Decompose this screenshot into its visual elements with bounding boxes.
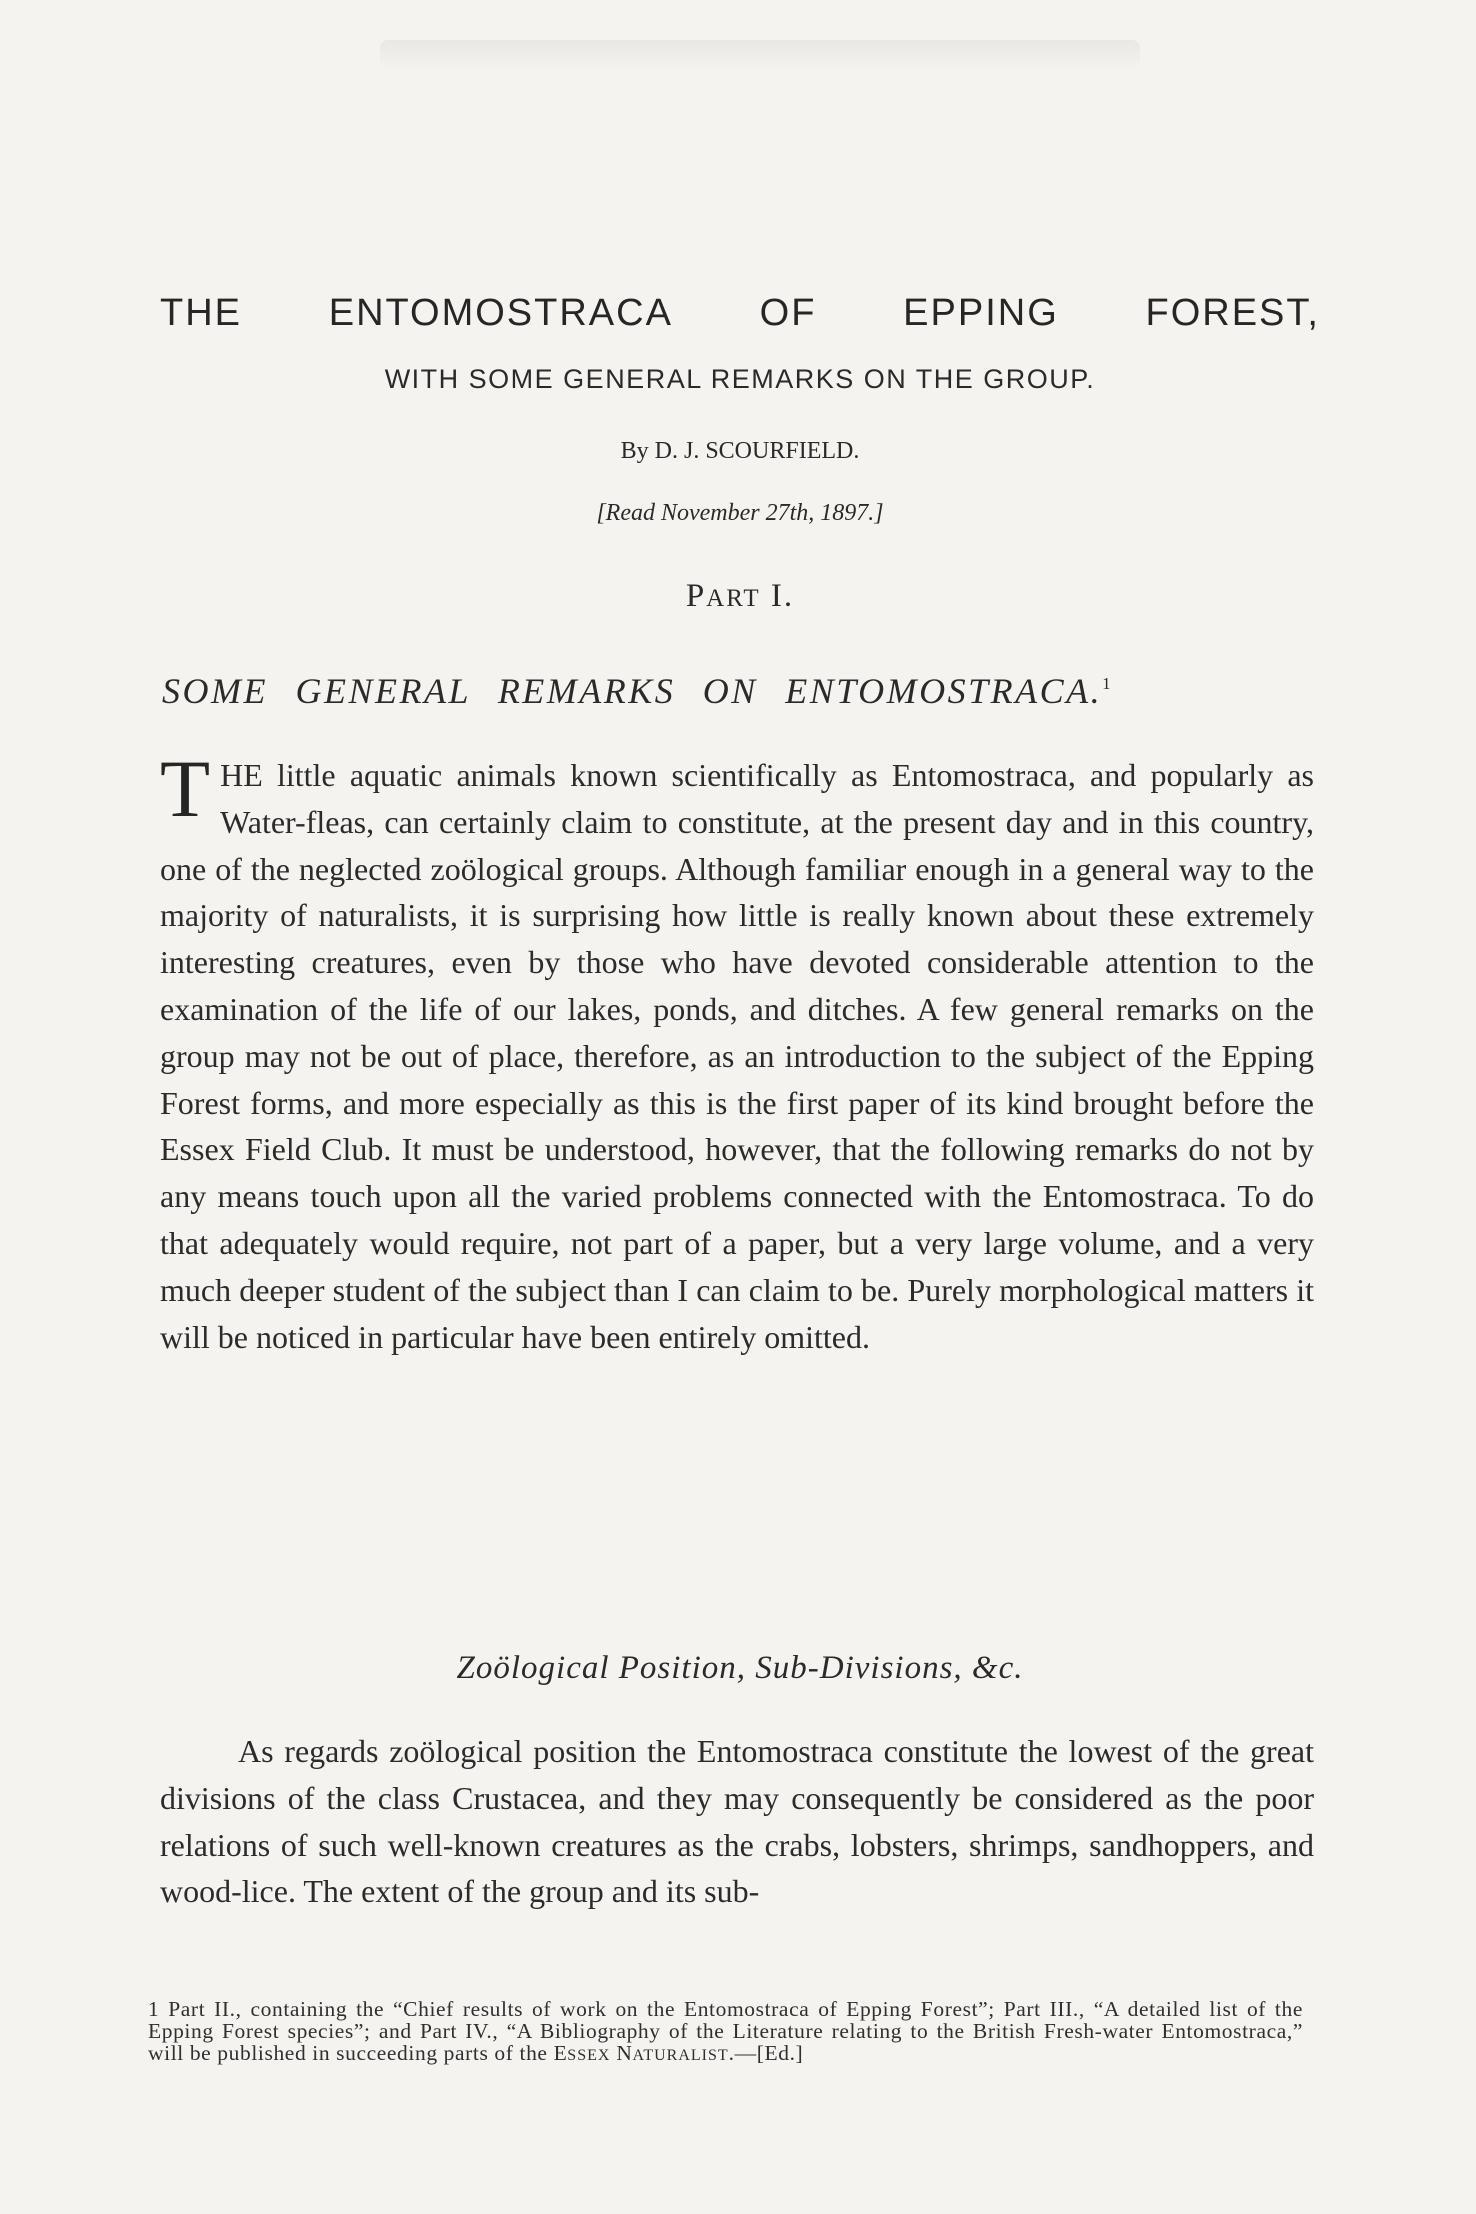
title-word: OF <box>759 292 817 334</box>
footnote-reference: 1 <box>1102 674 1111 693</box>
read-date: [Read November 27th, 1897.] <box>596 500 884 526</box>
body-paragraph: As regards zoölogical position the Entomostraca constitute the lowest of the great divisions of the class Crustacea, and they may consequently be considered as the poor relations of such well-known creatures as the crabs, lobsters, shrimps, sandhoppers, and wood-lice. The extent of the group and its sub- <box>160 1733 1314 1910</box>
journal-name-rest-1: SSEX <box>567 2047 611 2064</box>
drop-cap: T <box>160 743 211 834</box>
footnote <box>148 1998 1303 2067</box>
title-word: THE <box>160 292 242 334</box>
article-title <box>160 292 1320 335</box>
intro-paragraph <box>160 743 1314 1360</box>
title-word: FOREST, <box>1145 292 1320 334</box>
title-word: ENTOMOSTRACA <box>328 292 673 334</box>
part-smallcaps: ART <box>706 585 761 612</box>
part-initial: P <box>685 578 707 614</box>
title-word: EPPING <box>903 292 1059 334</box>
author-byline: By D. J. SCOURFIELD. <box>620 438 860 464</box>
journal-name-rest-2: ATURALIST <box>632 2047 729 2064</box>
footnote-editor-note: .—[Ed.] <box>728 2041 804 2065</box>
intro-paragraph-text: HE little aquatic animals known scientifically as Entomostraca, and popularly as Water-fleas, can certainly claim to constitute, at the present day and in this country, one of the neglected zoölogical groups. Although familiar enough in a general way to the majority of naturalists, it is surprising how little is really known about these extremely interesting creatures, even by those who have devoted considerable attention to the examination of the life of our lakes, ponds, and ditches. A few general remarks on the group may not be out of place, therefore, as an introduction to the subject of the Epping Forest forms, and more especially as this is the first paper of its kind brought before the Essex Field Club. It must be understood, however, that the following remarks do not by any means touch upon all the varied problems connected with the Entomostraca. To do that adequately would require, not part of a paper, but a very large volume, and a very much deeper student of the subject than I can claim to be. Purely morphological matters it will be noticed in particular have been entirely omitted. <box>160 757 1314 1355</box>
show-through-mark <box>380 40 1140 70</box>
part-numeral: I. <box>770 578 795 614</box>
part-heading <box>160 578 1320 615</box>
section-title-text: SOME GENERAL REMARKS ON ENTOMOSTRACA. <box>162 671 1103 711</box>
section-title <box>162 670 1322 712</box>
footnote-text: Part II., containing the “Chief results of work on the Entomostraca of Epping Forest”; Part III., “A detailed list of the Epping Forest species”; and Part IV., “A Bibliography of the Literature relating to the British Fresh-water Entomostraca,” will be published in succeeding parts of the <box>148 1997 1303 2065</box>
article-subtitle: WITH SOME GENERAL REMARKS ON THE GROUP. <box>384 364 1096 394</box>
journal-name-initial-2: N <box>616 2041 633 2065</box>
journal-name-initial-1: E <box>553 2041 568 2065</box>
section-subheading: Zoölogical Position, Sub-Divisions, &c. <box>456 1650 1024 1686</box>
footnote-marker: 1 <box>148 1997 160 2021</box>
